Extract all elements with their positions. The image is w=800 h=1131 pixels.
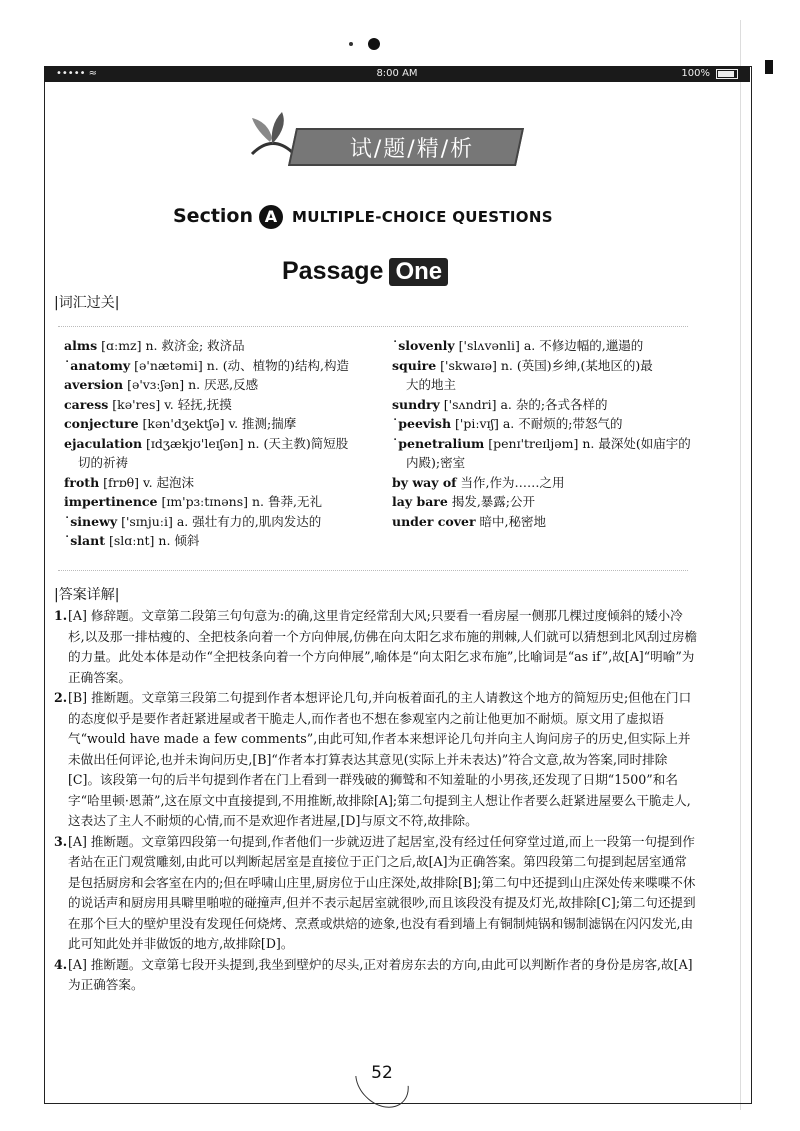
vocab-definition: 暗中,秘密地 (475, 513, 547, 529)
vocab-word: ˙peevish (392, 416, 452, 431)
vocab-word: under cover (392, 513, 476, 529)
chapter-banner (232, 118, 516, 168)
camera (368, 38, 380, 50)
vocab-word: conjecture (64, 416, 139, 431)
vocab-entry (392, 414, 691, 434)
answer-number: 1. (54, 608, 68, 623)
vocab-word: impertinence (64, 494, 158, 509)
answer-text: [A] 推断题。文章第四段第一句提到,作者他们一步就迈进了起居室,没有经过任何穿堂过道,而上一段第一句提到作者站在正门观赏雕刻,由此可以判断起居室是直接位于正门之后,故[A]为正确答案。第四段第二句提到起居室通常是包括厨房和会客室在内的;但在呼啸山庄里,厨房位于山庄深处,故排除[B];第二句中还提到山庄深处传来喋喋不休的说话声和厨房用具噼里啪啦的碰撞声,但并不表示起居室就很吵,而且该段没有提及灯光,故排除[C];第二句还提到在那个巨大的壁炉里没有发现任何烧烤、烹煮或烘焙的迹象,也没有看到墙上有铜制炖锅和锡制滤锅在闪闪发光,由此可知此处并非做饭的地方,故排除[D]。 (68, 833, 696, 951)
vocab-entry (392, 375, 691, 395)
vocab-entry (392, 336, 691, 356)
vocab-entry (392, 492, 691, 512)
battery-percent: 100% (681, 68, 710, 79)
vocab-definition: [ə'nætəmi] n. (动、植物的)结构,构造 (130, 357, 349, 373)
vocab-definition: [kə'res] v. 轻抚,抚摸 (108, 396, 232, 412)
passage-word: Passage (282, 257, 384, 285)
answer-number: 3. (54, 833, 68, 849)
vocab-word: ˙slovenly (392, 338, 455, 353)
vocab-word: alms (64, 338, 98, 353)
vocab-entry (392, 453, 691, 473)
vocab-left-column (64, 336, 349, 551)
answer-number: 4. (54, 956, 68, 972)
vocab-entry (64, 336, 349, 356)
vocab-definition: 大的地主 (406, 377, 457, 392)
battery-icon (716, 69, 738, 79)
vocab-entry (64, 356, 349, 376)
divider (58, 326, 688, 327)
vocab-word: froth (64, 474, 100, 490)
vocab-definition: [frɒθ] v. 起泡沫 (99, 474, 195, 490)
vocab-word: squire (392, 357, 437, 373)
answer-text: [A] 修辞题。文章第二段第三句句意为:的确,这里肯定经常刮大风;只要看一看房屋一侧那几棵过度倾斜的矮小冷杉,以及那一排枯瘦的、全把枝条向着一个方向伸展,仿佛在向太阳乞求布施的荆棘,人们就可以猜想到北风刮过房檐的力量。此处本体是动作“全把枝条向着一个方向伸展”,喻体是“向太阳乞求布施”,比喻词是“as if”,故[A]“明喻”为正确答案。 (68, 608, 698, 685)
vocab-entry (392, 395, 691, 415)
section-heading (170, 205, 590, 231)
vocab-definition: [ɪm'pɜːtɪnəns] n. 鲁莽,无礼 (157, 494, 322, 509)
vocab-word: ˙anatomy (64, 357, 131, 373)
answer-item (54, 688, 698, 832)
camera-sensor (349, 42, 353, 46)
vocab-entry (64, 375, 349, 395)
vocab-definition: 揭发,暴露;公开 (447, 494, 536, 509)
vocab-definition: 当作,作为……之用 (456, 474, 565, 490)
vocab-word: by way of (392, 474, 457, 490)
answer-list (54, 606, 698, 996)
vocab-entry (64, 473, 349, 493)
vocab-definition: ['skwaɪə] n. (英国)乡绅,(某地区的)最 (436, 357, 653, 373)
vocab-definition: [ɪdʒækjʊ'leɪʃən] n. (天主教)简短股 (142, 435, 349, 451)
vocab-word: sundry (392, 396, 440, 412)
vocab-definition: [ə'vɜːʃən] n. 厌恶,反感 (123, 377, 259, 392)
vocab-definition: [penɪ'treɪljəm] n. 最深处(如庙宇的 (484, 435, 691, 451)
vocab-word: caress (64, 396, 109, 412)
vocab-entry (64, 414, 349, 434)
divider (58, 570, 688, 571)
vocab-definition: ['slʌvənli] a. 不修边幅的,邋遢的 (454, 338, 644, 353)
vocab-entry (64, 531, 349, 551)
answer-text: [A] 推断题。文章第七段开头提到,我坐到壁炉的尽头,正对着房东去的方向,由此可以判断作者的身份是房客,故[A]为正确答案。 (68, 956, 693, 992)
section-letter: A (259, 205, 283, 229)
answer-item (54, 606, 698, 688)
vocab-word: ejaculation (64, 435, 143, 451)
vocab-word: ˙slant (64, 533, 105, 548)
vocab-definition: [kən'dʒektʃə] v. 推测;揣摩 (138, 416, 297, 431)
vocab-entry (392, 473, 691, 493)
vocab-entry (64, 453, 349, 473)
answer-number: 2. (54, 690, 68, 705)
page-number: 52 (371, 1063, 393, 1083)
vocab-entry (392, 512, 691, 532)
banner-title: 试/题/精/析 (349, 137, 475, 162)
vocab-entry (64, 512, 349, 532)
vocab-entry (64, 492, 349, 512)
vocab-right-column (392, 336, 691, 531)
vocab-word: aversion (64, 377, 124, 392)
vocab-word: lay bare (392, 494, 448, 509)
vocab-word: ˙sinewy (64, 513, 118, 529)
side-marker (765, 60, 773, 74)
vocab-entry (64, 395, 349, 415)
vocab-entry (392, 356, 691, 376)
answers-heading: |答案详解| (54, 587, 120, 603)
vocab-definition: [slɑːnt] n. 倾斜 (105, 533, 200, 548)
vocab-entry (392, 434, 691, 454)
answer-text: [B] 推断题。文章第三段第二句提到作者本想评论几句,并向板着面孔的主人请教这个地方的简短历史;但他在门口的态度似乎是要作者赶紧进屋或者干脆走人,而作者也不想在参观室内之前让他更加不耐烦。原文用了虚拟语气“would have made a few comments”,由此可知,作者本来想评论几句并向主人询问房子的历史,但实际上并未做出任何评论,也并未询问历史,[B]“作者本打算表达其意见(实际上并未表达)”符合文意,故为答案,同时排除[C]。该段第一句的后半句提到作者在门上看到一群残破的狮鹫和不知羞耻的小男孩,还发现了日期“1500”和名字“哈里顿·恩萧”,这在原文中直接提到,不用推断,故排除[A];第二句提到主人想让作者要么赶紧进屋要么干脆走人,这表达了主人不耐烦的心情,而不是欢迎作者进屋,[D]与原文不符,故排除。 (68, 690, 692, 828)
section-label: Section (173, 205, 254, 227)
passage-number: One (389, 258, 448, 286)
vocab-definition: 内殿);密室 (406, 455, 466, 470)
vocab-definition: 切的祈祷 (78, 455, 129, 470)
vocab-definition: ['sʌndri] a. 杂的;各式各样的 (439, 396, 608, 412)
signal-indicator: ••••• ≈ (56, 68, 98, 79)
vocab-heading: |词汇过关| (54, 295, 120, 311)
section-title: MULTIPLE-CHOICE QUESTIONS (292, 208, 553, 226)
vocab-word: ˙penetralium (392, 435, 485, 451)
answer-item (54, 832, 698, 955)
answer-item (54, 955, 698, 996)
status-time: 8:00 AM (376, 68, 418, 79)
passage-heading (282, 257, 448, 289)
vocab-entry (64, 434, 349, 454)
status-bar (44, 66, 750, 82)
vocab-definition: ['sɪnjuːi] a. 强壮有力的,肌肉发达的 (117, 513, 322, 529)
vocab-definition: [ɑːmz] n. 救济金; 救济品 (97, 338, 245, 353)
vocab-definition: ['piːvɪʃ] a. 不耐烦的;带怒气的 (451, 416, 623, 431)
